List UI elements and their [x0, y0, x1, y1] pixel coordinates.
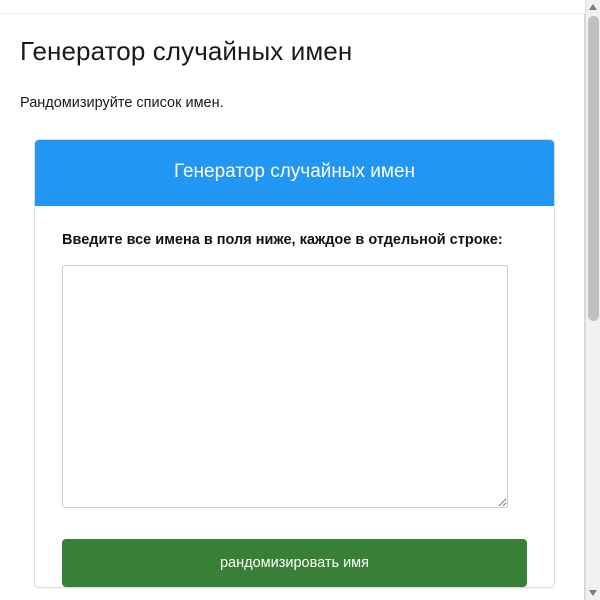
page-title: Генератор случайных имен	[20, 36, 353, 66]
generator-card	[34, 139, 555, 588]
page-content	[0, 14, 584, 588]
page-subtitle: Рандомизируйте список имен.	[20, 95, 224, 111]
randomize-name-button[interactable]: рандомизировать имя	[62, 539, 527, 587]
page-surface	[0, 14, 585, 600]
scroll-thumb[interactable]	[588, 16, 599, 321]
card-body	[35, 206, 554, 587]
vertical-scrollbar[interactable]	[585, 0, 600, 600]
scroll-up-arrow-icon[interactable]	[586, 0, 600, 14]
page-top-strip	[0, 0, 585, 14]
names-input[interactable]	[62, 265, 508, 508]
card-header-title: Генератор случайных имен	[35, 140, 554, 206]
scroll-down-arrow-icon[interactable]	[586, 586, 600, 600]
names-field-label: Введите все имена в поля ниже, каждое в отдельной строке:	[62, 231, 503, 248]
